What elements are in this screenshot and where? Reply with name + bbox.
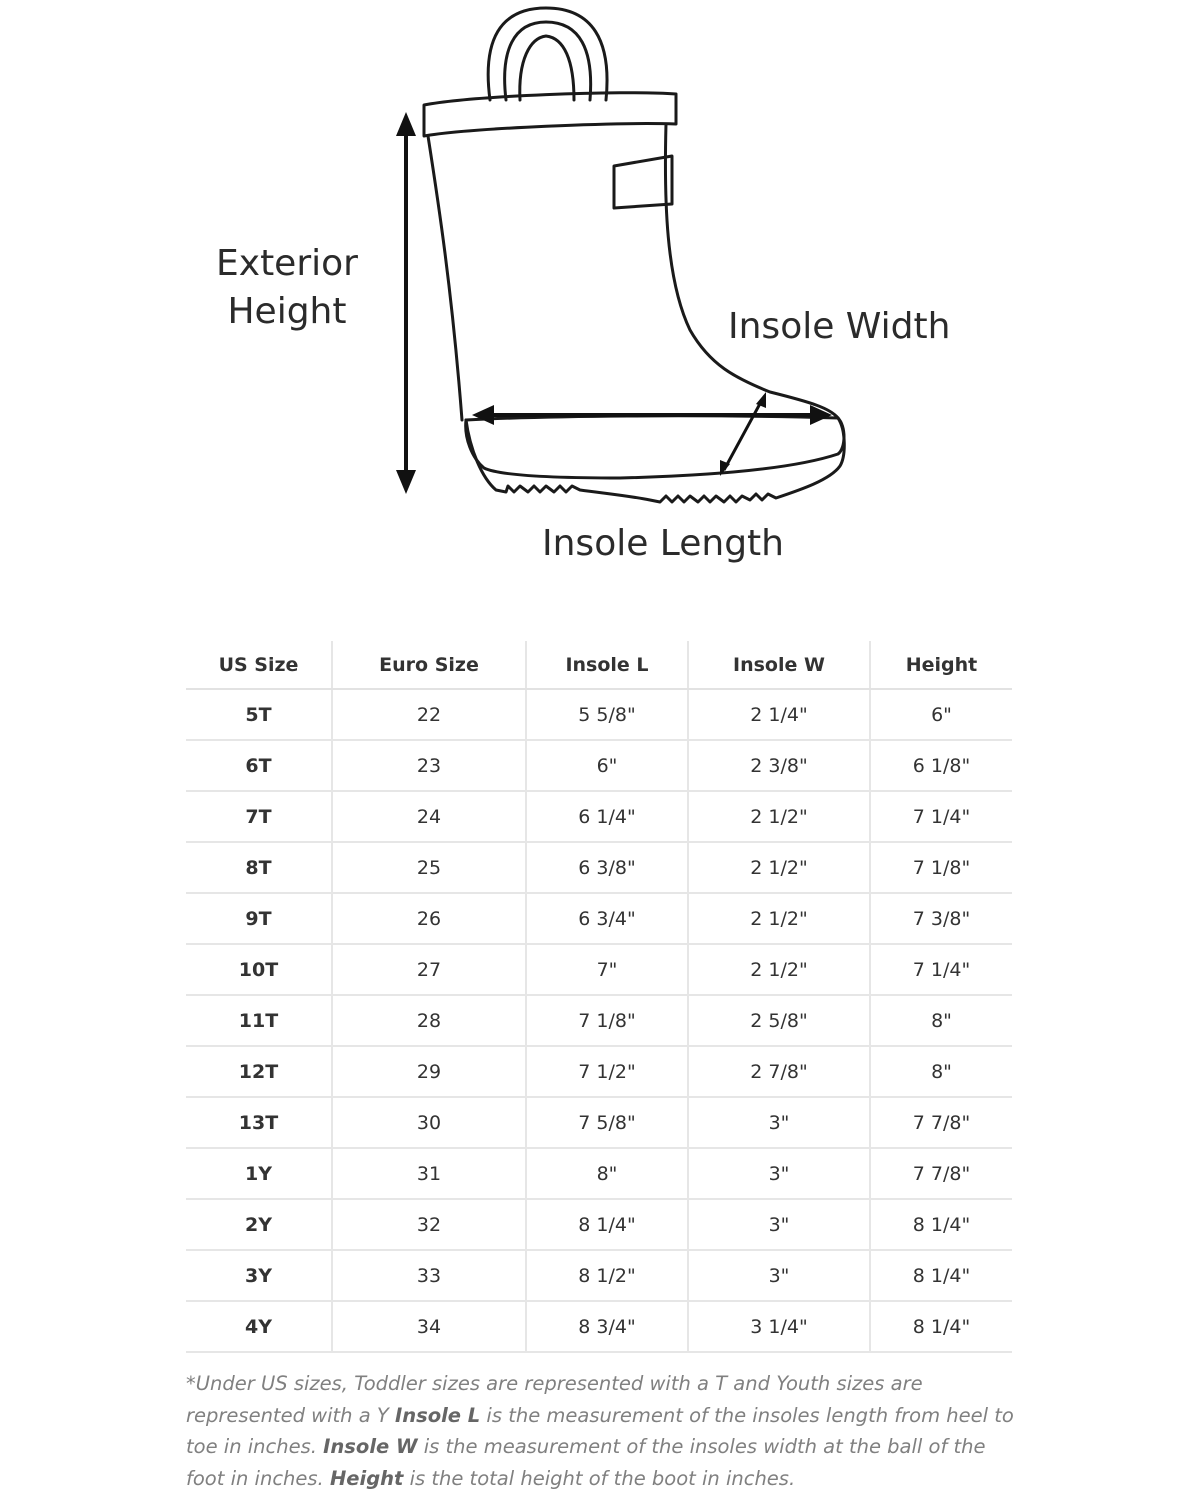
footnote-text-1: *Under US sizes, Toddler sizes are represented with a T and Youth sizes are represented with a Y — [186, 1372, 923, 1427]
boot-tab — [614, 156, 672, 208]
table-row — [186, 1097, 1012, 1148]
cell-us-size: 1Y — [186, 1148, 332, 1199]
cell-us-size: 2Y — [186, 1199, 332, 1250]
table-row — [186, 1301, 1012, 1352]
cell-height: 8" — [870, 995, 1012, 1046]
cell-insole-l: 6" — [526, 740, 688, 791]
cell-euro-size: 27 — [332, 944, 526, 995]
cell-us-size: 10T — [186, 944, 332, 995]
exterior-height-label-line2: Height — [227, 291, 347, 332]
boot-cuff — [424, 93, 676, 136]
table-row — [186, 689, 1012, 740]
cell-height: 7 7/8" — [870, 1148, 1012, 1199]
cell-euro-size: 22 — [332, 689, 526, 740]
cell-insole-w: 3" — [688, 1250, 870, 1301]
cell-insole-l: 7 1/8" — [526, 995, 688, 1046]
table-row — [186, 842, 1012, 893]
cell-insole-l: 7 5/8" — [526, 1097, 688, 1148]
cell-euro-size: 23 — [332, 740, 526, 791]
size-footnote — [186, 1368, 1016, 1494]
cell-insole-l: 5 5/8" — [526, 689, 688, 740]
cell-us-size: 9T — [186, 893, 332, 944]
cell-euro-size: 30 — [332, 1097, 526, 1148]
cell-insole-l: 6 3/4" — [526, 893, 688, 944]
cell-height: 6" — [870, 689, 1012, 740]
cell-insole-w: 2 1/2" — [688, 893, 870, 944]
cell-insole-l: 8 1/2" — [526, 1250, 688, 1301]
exterior-height-label-line1: Exterior — [216, 243, 358, 284]
cell-euro-size: 28 — [332, 995, 526, 1046]
cell-us-size: 8T — [186, 842, 332, 893]
cell-height: 7 1/8" — [870, 842, 1012, 893]
header-height: Height — [870, 641, 1012, 689]
table-body — [186, 689, 1012, 1352]
rain-boot-outline-icon — [0, 0, 1200, 600]
cell-euro-size: 25 — [332, 842, 526, 893]
cell-insole-w: 2 1/2" — [688, 842, 870, 893]
cell-us-size: 5T — [186, 689, 332, 740]
cell-euro-size: 31 — [332, 1148, 526, 1199]
table-row — [186, 740, 1012, 791]
cell-insole-w: 2 1/4" — [688, 689, 870, 740]
cell-euro-size: 26 — [332, 893, 526, 944]
cell-insole-w: 2 3/8" — [688, 740, 870, 791]
cell-euro-size: 29 — [332, 1046, 526, 1097]
insole-length-label: Insole Length — [542, 523, 784, 564]
table-row — [186, 791, 1012, 842]
cell-us-size: 6T — [186, 740, 332, 791]
header-insole-w: Insole W — [688, 641, 870, 689]
footnote-term-insole-l: Insole L — [394, 1403, 481, 1427]
boot-sole — [466, 418, 844, 478]
cell-height: 7 7/8" — [870, 1097, 1012, 1148]
table-row — [186, 1250, 1012, 1301]
cell-insole-l: 6 1/4" — [526, 791, 688, 842]
cell-height: 6 1/8" — [870, 740, 1012, 791]
table-header-row — [186, 641, 1012, 689]
boot-handle-inner — [505, 22, 591, 100]
cell-height: 8 1/4" — [870, 1250, 1012, 1301]
cell-insole-w: 2 1/2" — [688, 791, 870, 842]
cell-euro-size: 32 — [332, 1199, 526, 1250]
cell-us-size: 7T — [186, 791, 332, 842]
cell-euro-size: 34 — [332, 1301, 526, 1352]
size-chart-table — [186, 641, 1012, 1353]
cell-us-size: 11T — [186, 995, 332, 1046]
cell-insole-w: 2 1/2" — [688, 944, 870, 995]
footnote-text-2: is the measurement of the insoles length from heel to toe in inches. — [186, 1403, 1014, 1458]
cell-height: 8" — [870, 1046, 1012, 1097]
insole-width-label: Insole Width — [728, 306, 951, 347]
cell-insole-l: 8 3/4" — [526, 1301, 688, 1352]
cell-insole-l: 8 1/4" — [526, 1199, 688, 1250]
cell-height: 7 1/4" — [870, 791, 1012, 842]
table-row — [186, 1046, 1012, 1097]
cell-euro-size: 24 — [332, 791, 526, 842]
cell-insole-w: 2 7/8" — [688, 1046, 870, 1097]
cell-insole-w: 3" — [688, 1199, 870, 1250]
cell-insole-l: 7" — [526, 944, 688, 995]
cell-us-size: 3Y — [186, 1250, 332, 1301]
cell-height: 8 1/4" — [870, 1199, 1012, 1250]
footnote-text-4: is the total height of the boot in inches. — [403, 1466, 796, 1490]
cell-height: 7 3/8" — [870, 893, 1012, 944]
boot-shaft — [428, 136, 462, 420]
header-us-size: US Size — [186, 641, 332, 689]
footnote-term-height: Height — [329, 1466, 404, 1490]
footnote-text-3: is the measurement of the insoles width at the ball of the foot in inches. — [186, 1435, 986, 1490]
cell-insole-l: 8" — [526, 1148, 688, 1199]
cell-insole-w: 3" — [688, 1097, 870, 1148]
cell-us-size: 12T — [186, 1046, 332, 1097]
cell-insole-l: 6 3/8" — [526, 842, 688, 893]
exterior-height-label — [212, 240, 362, 336]
cell-us-size: 4Y — [186, 1301, 332, 1352]
table-row — [186, 1148, 1012, 1199]
cell-height: 7 1/4" — [870, 944, 1012, 995]
cell-euro-size: 33 — [332, 1250, 526, 1301]
boot-diagram — [0, 0, 1200, 600]
table-row — [186, 1199, 1012, 1250]
cell-us-size: 13T — [186, 1097, 332, 1148]
table-row — [186, 995, 1012, 1046]
cell-insole-w: 3" — [688, 1148, 870, 1199]
header-insole-l: Insole L — [526, 641, 688, 689]
cell-insole-w: 3 1/4" — [688, 1301, 870, 1352]
cell-insole-l: 7 1/2" — [526, 1046, 688, 1097]
table-row — [186, 944, 1012, 995]
cell-insole-w: 2 5/8" — [688, 995, 870, 1046]
cell-height: 8 1/4" — [870, 1301, 1012, 1352]
header-euro-size: Euro Size — [332, 641, 526, 689]
table-row — [186, 893, 1012, 944]
footnote-term-insole-w: Insole W — [323, 1435, 418, 1458]
